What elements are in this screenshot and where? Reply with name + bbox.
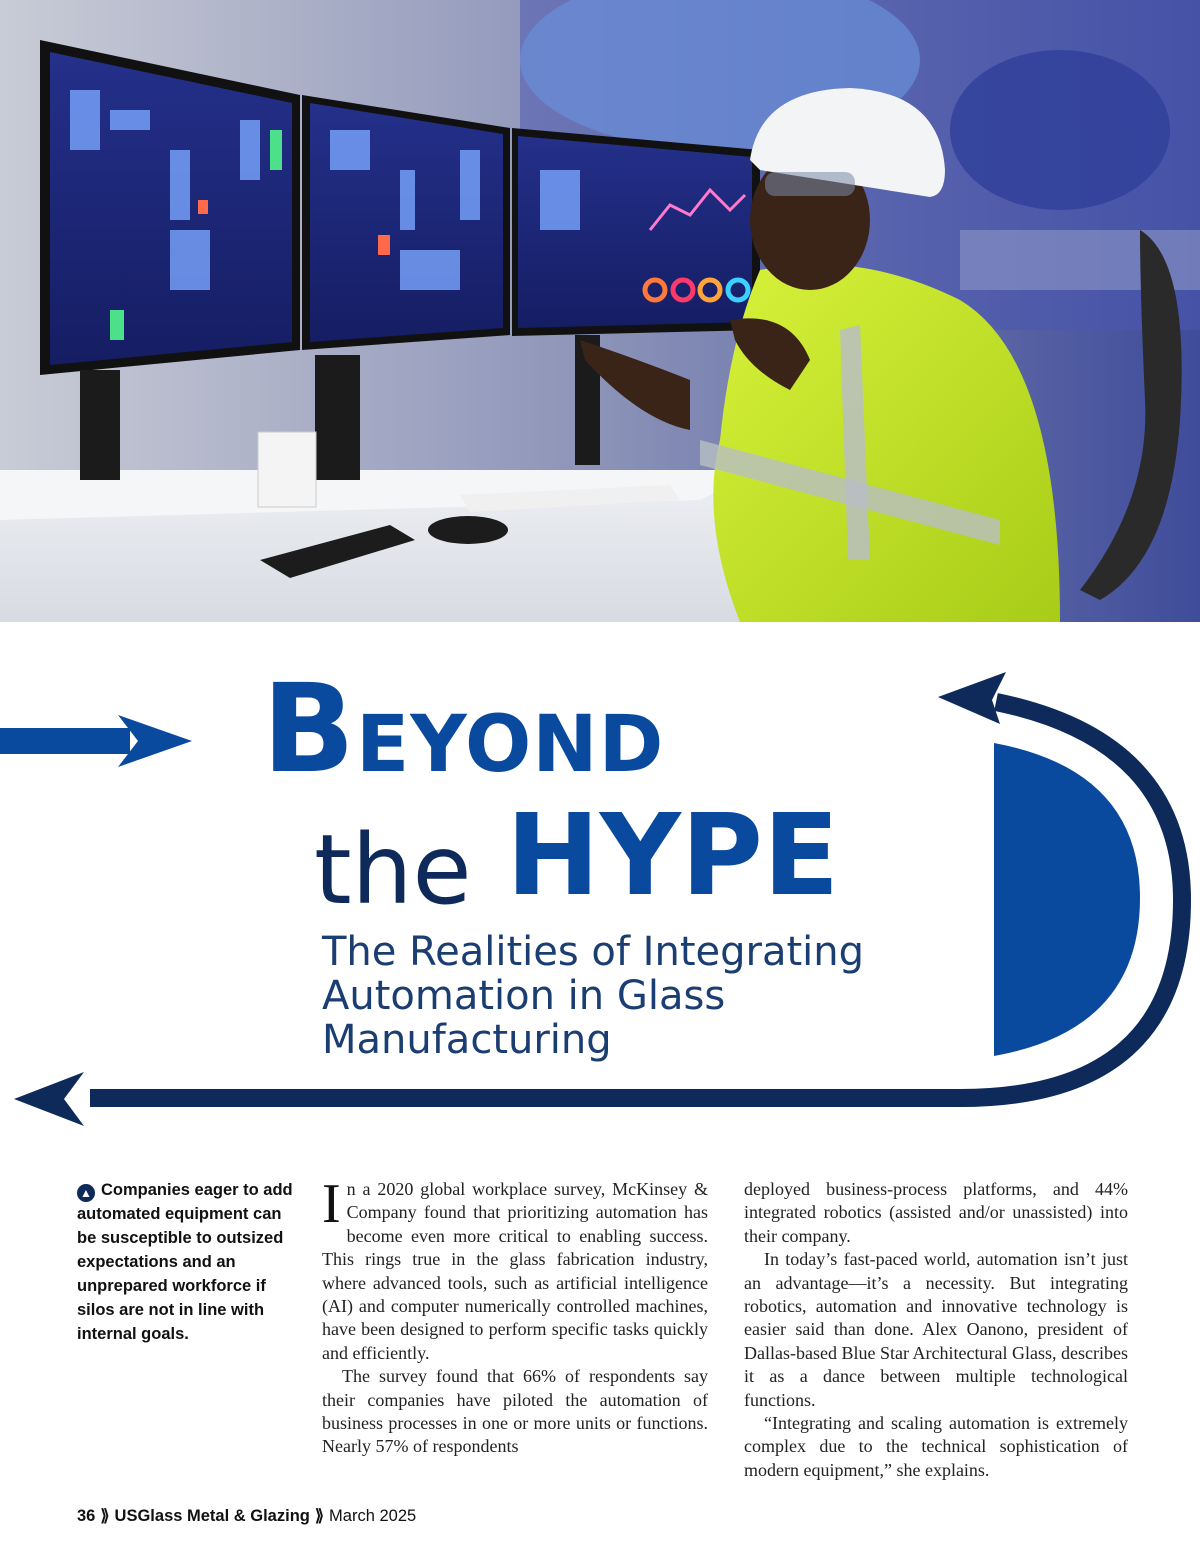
callout-text: Companies eager to add automated equipment can be susceptible to outsized expectations and an unprepared workforce if silos are not in line with internal goals. — [77, 1181, 293, 1343]
subtitle: The Realities of Integrating Automation in Glass Manufacturing — [322, 929, 865, 1063]
up-arrow-circle-icon: ▲ — [77, 1184, 95, 1202]
footer-separator-2: ⟫ — [314, 1507, 325, 1525]
paragraph-1-text: n a 2020 global workplace survey, McKinsey & Company found that prioritizing automation has become even more critical to enabling success. This rings true in the glass fabrication industry, where advanced tools, such as artificial intelligence (AI) and computer numerically controlled machines, have been designed to perform specific tasks quickly and efficiently. — [322, 1179, 708, 1363]
callout — [77, 1178, 295, 1346]
top-arrow-shaft — [0, 728, 130, 754]
magazine-name: USGlass Metal & Glazing — [114, 1507, 310, 1525]
page-number: 36 — [77, 1507, 96, 1525]
drop-cap: I — [322, 1173, 341, 1235]
body-column-2 — [744, 1178, 1128, 1482]
issue-date: March 2025 — [329, 1507, 417, 1525]
headline-beyond — [262, 658, 665, 800]
paragraph-2: The survey found that 66% of respondents say their companies have piloted the automation of business processes in one or more units or functions. Nearly 57% of respondents — [322, 1366, 708, 1457]
d-shape — [994, 743, 1140, 1056]
headline-beyond-rest: EYOND — [356, 700, 665, 790]
headline-beyond-initial: B — [262, 658, 356, 800]
paragraph-4: In today’s fast-paced world, automation isn’t just an advantage—it’s a necessity. But integrating robotics, automation and innovative technology is easier said than done. Alex Oanono, president of Dallas-based Blue Star Architectural Glass, describes it as a dance between multiple technological functions. — [744, 1249, 1128, 1410]
paragraph-3: deployed business-process platforms, and 44% integrated robotics (assisted and/or unassisted) into their company. — [744, 1179, 1128, 1246]
footer-separator: ⟫ — [100, 1507, 110, 1525]
headline-hype: HYPE — [506, 791, 840, 921]
paragraph-1 — [322, 1173, 708, 1365]
curved-arrow-head-left — [14, 1072, 84, 1126]
page-footer — [77, 1506, 416, 1526]
curved-arrow-head-top — [938, 672, 1006, 724]
body-column-1 — [322, 1173, 708, 1459]
headline-the: the — [314, 814, 472, 926]
paragraph-5: “Integrating and scaling automation is extremely complex due to the technical sophistication of modern equipment,” she explains. — [744, 1413, 1128, 1480]
